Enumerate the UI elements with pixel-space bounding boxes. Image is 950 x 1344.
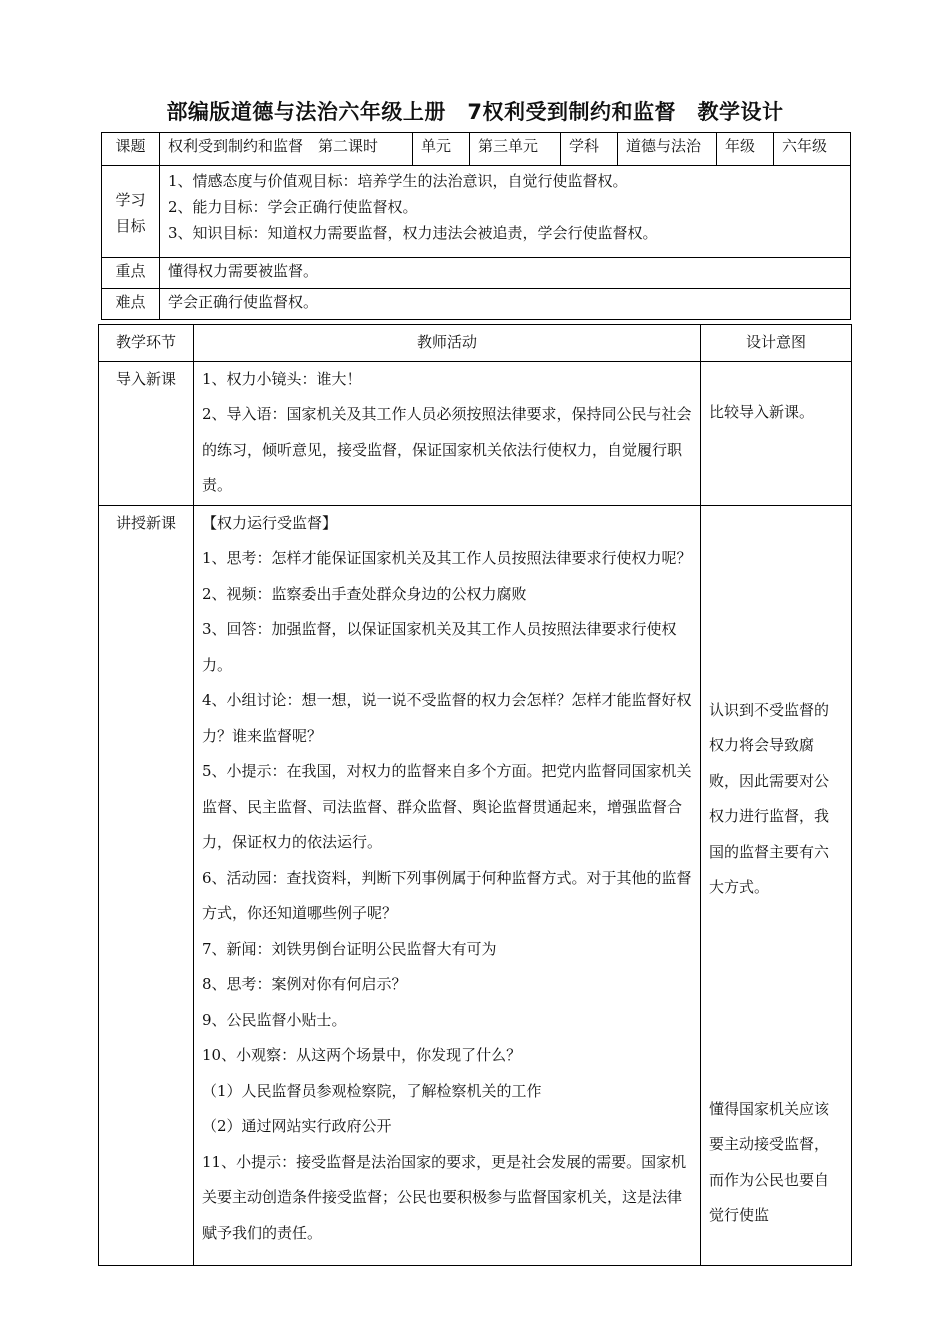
goals-cell — [160, 166, 851, 258]
activity-item: 11、小提示：接受监督是法治国家的要求，更是社会发展的需要。国家机关要主动创造条件接受监督；公民也要积极参与监督国家机关，这是法律赋予我们的责任。 — [202, 1152, 687, 1242]
activity-item: 1、权力小镜头：谁大！ — [202, 369, 362, 388]
activity-item: 2、导入语：国家机关及其工作人员必须按照法律要求，保持同公民与社会的练习，倾听意见，接受监督，保证国家机关依法行使权力，自觉履行职责。 — [202, 405, 692, 494]
header-stage: 教学环节 — [99, 325, 194, 362]
activity-item: 3、回答：加强监督，以保证国家机关及其工作人员按照法律要求行使权力。 — [202, 620, 677, 674]
intro-activities — [194, 361, 701, 505]
unit-value: 第三单元 — [470, 133, 561, 166]
activity-item: 10、小观察：从这两个场景中，你发现了什么？ — [202, 1046, 522, 1064]
activity-item: 5、小提示：在我国，对权力的监督来自多个方面。把党内监督同国家机关监督、民主监督、司法监督、群众监督、舆论监督贯通起来，增强监督合力，保证权力的依法运行。 — [202, 762, 692, 851]
teach-stage: 讲授新课 — [99, 505, 194, 1265]
document-title: 部编版道德与法治六年级上册 7权利受到制约和监督 教学设计 — [166, 100, 784, 124]
goals-label: 学习目标 — [102, 166, 160, 258]
intro-stage: 导入新课 — [99, 361, 194, 505]
course-info-table — [101, 132, 851, 320]
activity-item: 8、思考：案例对你有何启示？ — [202, 975, 407, 993]
subject-value: 道德与法治 — [618, 133, 717, 166]
difficulty-label: 难点 — [102, 289, 160, 320]
key-point-label: 重点 — [102, 258, 160, 289]
grade-value: 六年级 — [774, 133, 851, 166]
activity-item: 2、视频：监察委出手查处群众身边的公权力腐败 — [202, 584, 527, 603]
activity-item: 4、小组讨论：想一想，说一说不受监督的权力会怎样？怎样才能监督好权力？谁来监督呢？ — [202, 691, 692, 745]
teach-design — [701, 505, 852, 1265]
teach-activities — [194, 505, 701, 1265]
activity-item: 1、思考：怎样才能保证国家机关及其工作人员按照法律要求行使权力呢？ — [202, 549, 692, 567]
grade-label: 年级 — [717, 133, 774, 166]
activity-item: 【权力运行受监督】 — [202, 513, 338, 532]
goal-item: 3、知识目标：知道权力需要监督，权力违法会被追责，学会行使监督权。 — [168, 224, 658, 242]
activity-item: （1）人民监督员参观检察院，了解检察机关的工作 — [202, 1081, 542, 1100]
activity-item: （2）通过网站实行政府公开 — [202, 1117, 392, 1135]
activity-item: 6、活动园：查找资料，判断下列事例属于何种监督方式。对于其他的监督方式，你还知道哪些例子呢？ — [202, 868, 692, 922]
activity-item: 9、公民监督小贴士。 — [202, 1010, 347, 1029]
course-label: 课题 — [102, 133, 160, 166]
difficulty-value: 学会正确行使监督权。 — [160, 289, 851, 320]
intro-design: 比较导入新课。 — [701, 361, 852, 505]
lesson-plan-table — [98, 324, 852, 1266]
goal-item: 2、能力目标：学会正确行使监督权。 — [168, 198, 418, 216]
course-value: 权利受到制约和监督 第二课时 — [160, 133, 413, 166]
goal-item: 1、情感态度与价值观目标：培养学生的法治意识，自觉行使监督权。 — [168, 172, 628, 190]
design-note: 认识到不受监督的权力将会导致腐败，因此需要对公权力进行监督，我国的监督主要有六大方式。 — [709, 700, 830, 896]
header-design-intent: 设计意图 — [701, 325, 852, 362]
activity-item: 7、新闻：刘铁男倒台证明公民监督大有可为 — [202, 939, 497, 958]
subject-label: 学科 — [561, 133, 618, 166]
header-teacher-activity: 教师活动 — [194, 325, 701, 362]
key-point-value: 懂得权力需要被监督。 — [160, 258, 851, 289]
unit-label: 单元 — [413, 133, 470, 166]
design-note: 懂得国家机关应该要主动接受监督，而作为公民也要自觉行使监 — [709, 1099, 830, 1224]
